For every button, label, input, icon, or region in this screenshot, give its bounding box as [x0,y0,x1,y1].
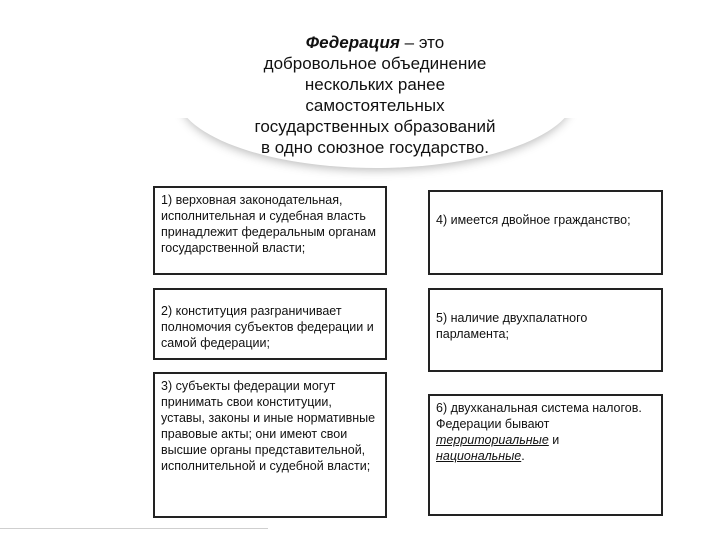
feature-box-5 [428,288,663,372]
definition-line: в одно союзное государство. [261,138,489,157]
federation-types-prefix: Федерации бывают [436,417,550,431]
definition-line: – это [404,33,445,52]
definition-callout [170,10,580,180]
definition-line: нескольких ранее [304,75,446,94]
federation-types-and: и [552,433,560,447]
federation-types-end: . [521,449,525,463]
feature-text: 4) имеется двойное гражданство; [436,213,631,227]
definition-term: Федерация [305,33,400,52]
feature-box-2 [153,288,387,360]
feature-box-4 [428,190,663,275]
feature-text: 6) двухканальная система налогов. [436,401,642,415]
feature-text: 3) субъекты федерации могут принимать свои конституции, уставы, законы и иные нормативные правовые акты; они имеют свои высшие органы представительной, исполнительной и судебной власти; [161,379,376,473]
federation-types-text [436,416,655,464]
feature-text: 5) наличие двухпалатного парламента; [436,311,588,341]
feature-box-1 [153,186,387,275]
definition-line: государственных образований [254,117,496,136]
federation-type-territorial: территориальные [436,433,549,447]
feature-box-6 [428,394,663,516]
footer-divider [0,528,268,529]
definition-line: самостоятельных [305,96,445,115]
feature-text: 2) конституция разграничивает полномочия субъектов федерации и самой федерации; [161,304,374,350]
definition-line: добровольное объединение [263,54,487,73]
federation-type-national: национальные [436,449,522,463]
definition-text [170,32,580,158]
feature-text: 1) верховная законодательная, исполнительная и судебная власть принадлежит федеральным органам государственной власти; [161,193,376,255]
feature-box-3 [153,372,387,518]
